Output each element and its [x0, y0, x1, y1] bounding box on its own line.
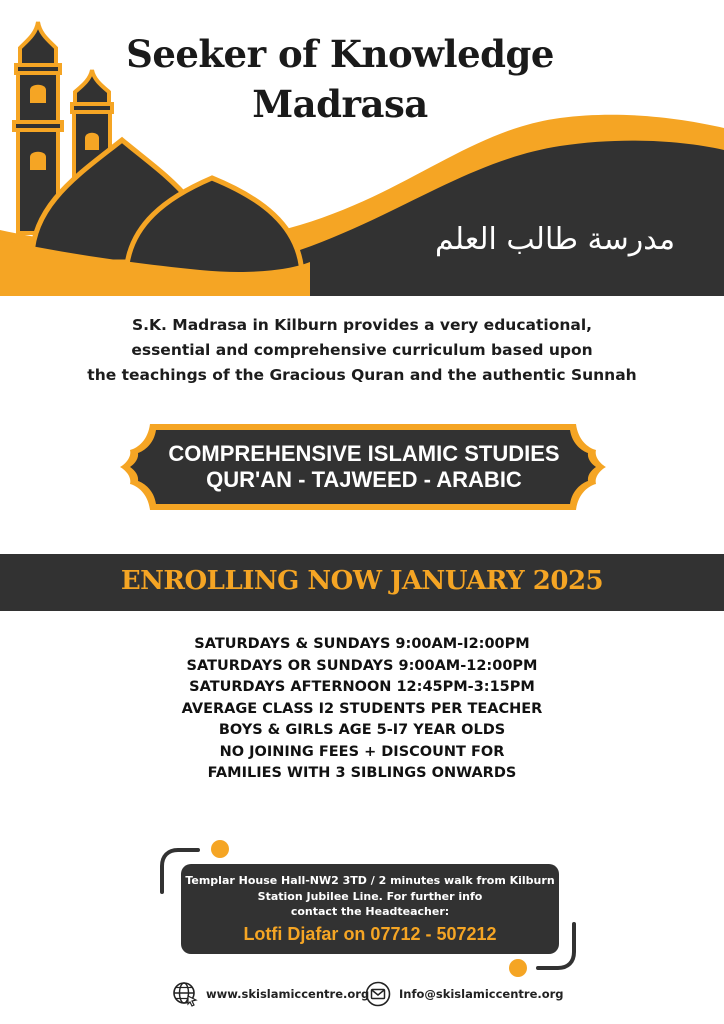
footer — [0, 980, 724, 1008]
globe-cursor-icon — [172, 981, 198, 1007]
detail-line: FAMILIES WITH 3 SIBLINGS ONWARDS — [207, 765, 517, 781]
enroll-heading: ENROLLING NOW JANUARY 2025 — [120, 566, 604, 596]
page-title-line1: Seeker of Knowledge — [126, 32, 554, 76]
intro-line: the teachings of the Gracious Quran and the authentic Sunnah — [87, 366, 637, 384]
contact-address-line3: contact the Headteacher: — [290, 905, 450, 918]
footer-email[interactable] — [365, 980, 564, 1008]
detail-line: SATURDAYS & SUNDAYS 9:00AM-I2:00PM — [194, 636, 530, 652]
website-link[interactable]: www.skislamiccentre.org — [206, 987, 370, 1001]
detail-line: BOYS & GIRLS AGE 5-I7 YEAR OLDS — [218, 722, 506, 738]
intro-paragraph — [0, 313, 724, 388]
contact-info-box — [181, 864, 559, 954]
intro-line: essential and comprehensive curriculum based upon — [131, 341, 593, 359]
headteacher-phone: Lotfi Djafar on 07712 - 507212 — [243, 923, 497, 944]
banner-line2: QUR'AN - TAJWEED - ARABIC — [206, 467, 522, 492]
contact-address-line1: Templar House Hall-NW2 3TD / 2 minutes walk from Kilburn — [185, 874, 555, 887]
email-link[interactable]: Info@skislamiccentre.org — [399, 987, 564, 1001]
arabic-title: مدرسة طالب العلم — [434, 222, 676, 257]
footer-website[interactable] — [172, 980, 369, 1008]
contact-address-line2: Station Jubilee Line. For further info — [257, 889, 483, 903]
page-title-line2: Madrasa — [252, 82, 428, 126]
detail-line: SATURDAYS OR SUNDAYS 9:00AM-12:00PM — [186, 657, 538, 674]
detail-line: AVERAGE CLASS I2 STUDENTS PER TEACHER — [181, 700, 543, 717]
studies-banner — [130, 441, 598, 493]
envelope-icon — [365, 981, 391, 1007]
banner-line1: COMPREHENSIVE ISLAMIC STUDIES — [168, 441, 560, 466]
detail-line: NO JOINING FEES + DISCOUNT FOR — [219, 743, 505, 760]
detail-line: SATURDAYS AFTERNOON 12:45PM-3:15PM — [189, 679, 535, 695]
intro-line: S.K. Madrasa in Kilburn provides a very educational, — [131, 316, 593, 334]
schedule-details — [0, 634, 724, 785]
